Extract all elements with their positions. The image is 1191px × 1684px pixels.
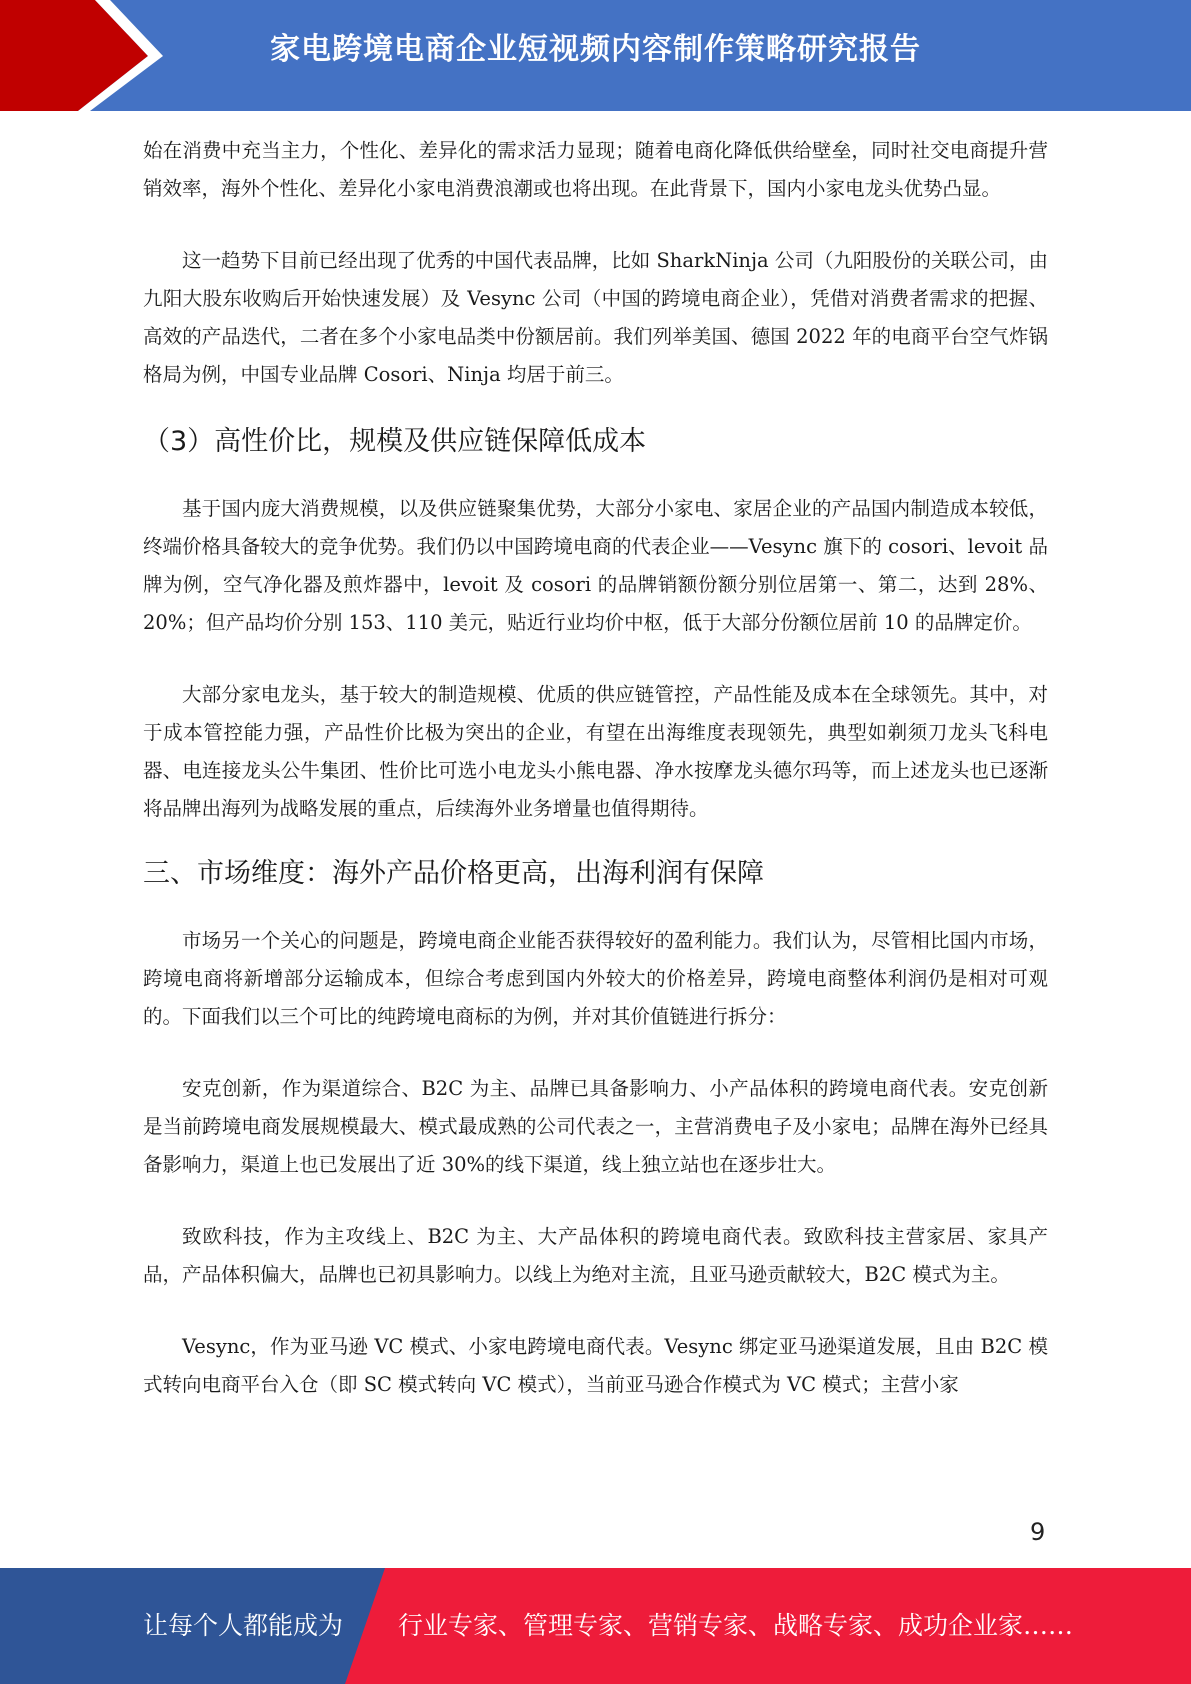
paragraph-profitability: 市场另一个关心的问题是，跨境电商企业能否获得较好的盈利能力。我们认为，尽管相比国内市场，跨境电商将新增部分运输成本，但综合考虑到国内外较大的价格差异，跨境电商整体利润仍是相对可观的。下面我们以三个可比的纯跨境电商标的为例，并对其价值链进行拆分： <box>143 929 1048 1028</box>
section-heading-market: 三、市场维度：海外产品价格更高，出海利润有保障 <box>143 858 764 889</box>
page-number: 9 <box>1030 1518 1046 1546</box>
page-footer <box>0 1568 1191 1684</box>
paragraph-anker: 安克创新，作为渠道综合、B2C 为主、品牌已具备影响力、小产品体积的跨境电商代表。安克创新是当前跨境电商发展规模最大、模式最成熟的公司代表之一，主营消费电子及小家电；品牌在海外已经具备影响力，渠道上也已发展出了近 30%的线下渠道，线上独立站也在逐步壮大。 <box>143 1077 1048 1176</box>
paragraph-zhiou: 致欧科技，作为主攻线上、B2C 为主、大产品体积的跨境电商代表。致欧科技主营家居、家具产品，产品体积偏大，品牌也已初具影响力。以线上为绝对主流，且亚马逊贡献较大，B2C 模式为主。 <box>143 1225 1048 1286</box>
paragraph-vesync: Vesync，作为亚马逊 VC 模式、小家电跨境电商代表。Vesync 绑定亚马逊渠道发展，且由 B2C 模式转向电商平台入仓（即 SC 模式转向 VC 模式），当前亚马逊合作模式为 VC 模式；主营小家 <box>143 1335 1048 1396</box>
paragraph-appliance-leaders: 大部分家电龙头，基于较大的制造规模、优质的供应链管控，产品性能及成本在全球领先。其中，对于成本管控能力强，产品性价比极为突出的企业，有望在出海维度表现领先，典型如剃须刀龙头飞科电器、电连接龙头公牛集团、性价比可选小电龙头小熊电器、净水按摩龙头德尔玛等，而上述龙头也已逐渐将品牌出海列为战略发展的重点，后续海外业务增量也值得期待。 <box>143 683 1048 820</box>
header-title: 家电跨境电商企业短视频内容制作策略研究报告 <box>270 32 921 67</box>
subheading-cost-advantage: （3）高性价比，规模及供应链保障低成本 <box>143 426 647 457</box>
document-body <box>143 132 1048 1404</box>
page-header <box>0 0 1191 111</box>
paragraph-continued: 始在消费中充当主力，个性化、差异化的需求活力显现；随着电商化降低供给壁垒，同时社交电商提升营销效率，海外个性化、差异化小家电消费浪潮或也将出现。在此背景下，国内小家电龙头优势凸显。 <box>143 139 1048 200</box>
footer-slogan-right: 行业专家、管理专家、营销专家、战略专家、成功企业家…… <box>398 1611 1074 1640</box>
footer-slogan-left: 让每个人都能成为 <box>143 1611 344 1640</box>
paragraph-brands: 这一趋势下目前已经出现了优秀的中国代表品牌，比如 SharkNinja 公司（九阳股份的关联公司，由九阳大股东收购后开始快速发展）及 Vesync 公司（中国的跨境电商企业），凭借对消费者需求的把握、高效的产品迭代，二者在多个小家电品类中份额居前。我们列举美国、德国 2022 年的电商平台空气炸锅格局为例，中国专业品牌 Cosori、Ninja 均居于前三。 <box>143 249 1048 386</box>
paragraph-vesync-pricing: 基于国内庞大消费规模，以及供应链聚集优势，大部分小家电、家居企业的产品国内制造成本较低，终端价格具备较大的竞争优势。我们仍以中国跨境电商的代表企业——Vesync 旗下的 cosori、levoit 品牌为例，空气净化器及煎炸器中，levoit 及 cosori 的品牌销额份额分别位居第一、第二，达到 28%、20%；但产品均价分别 153、110 美元，贴近行业均价中枢，低于大部分份额位居前 10 的品牌定价。 <box>143 497 1048 634</box>
